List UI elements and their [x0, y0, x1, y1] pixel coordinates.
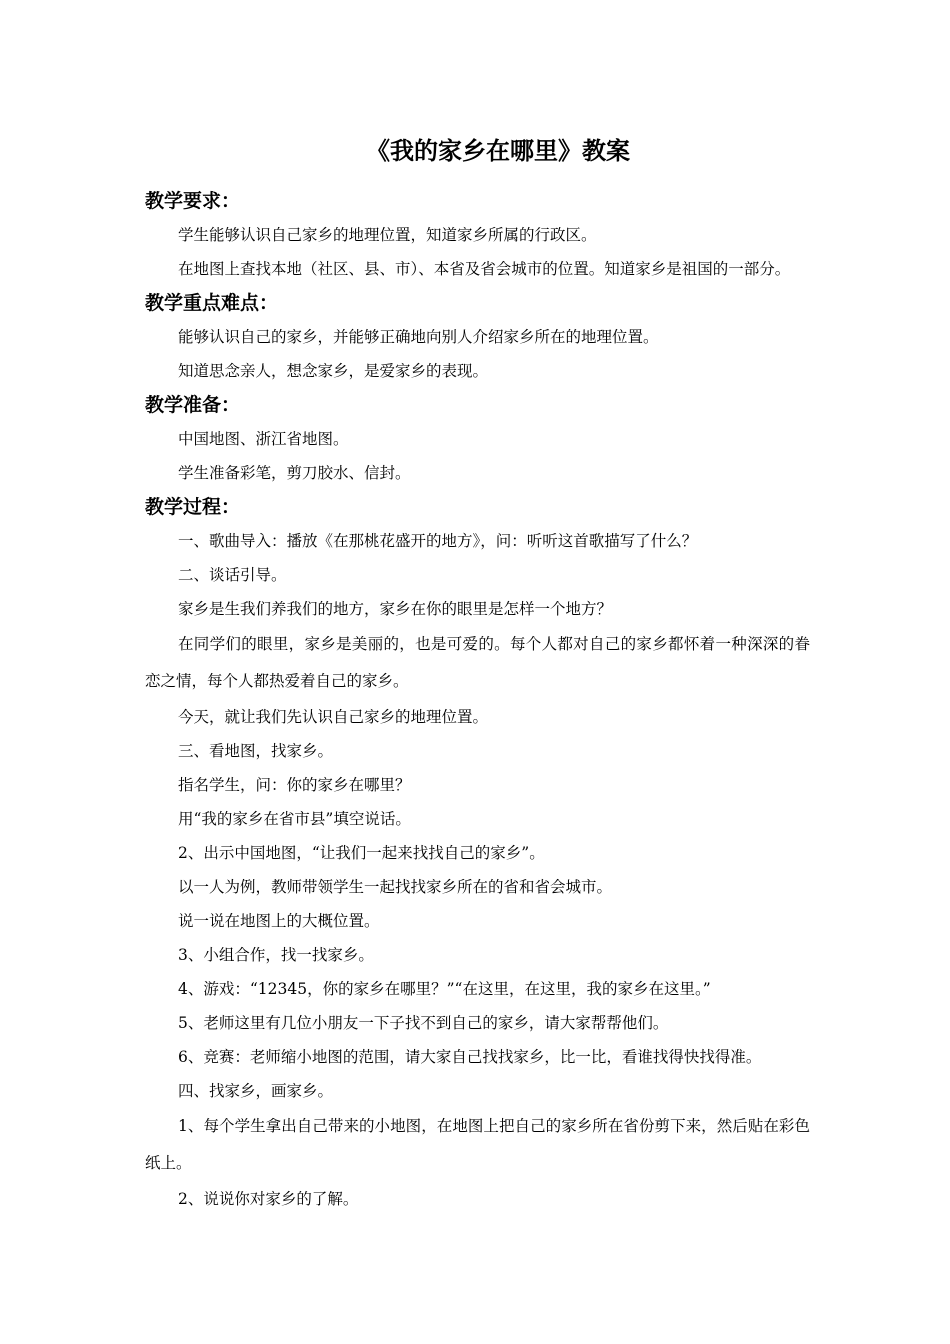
paragraph: 知道思念亲人，想念家乡，是爱家乡的表现。 — [178, 362, 489, 380]
section-heading: 教学准备： — [145, 394, 241, 416]
section-heading: 教学要求： — [145, 190, 241, 212]
paragraph: 3、小组合作，找一找家乡。 — [178, 946, 374, 964]
paragraph: 家乡是生我们养我们的地方，家乡在你的眼里是怎样一个地方？ — [178, 600, 613, 618]
section-preparation — [145, 388, 810, 490]
paragraph: 在同学们的眼里，家乡是美丽的，也是可爱的。每个人都对自己的家乡都怀着一种深深的眷恋之情，每个人都热爱着自己的家乡。 — [145, 635, 810, 690]
section-heading: 教学重点难点： — [145, 292, 279, 314]
section-heading: 教学过程： — [145, 496, 241, 518]
paragraph: 1、每个学生拿出自己带来的小地图，在地图上把自己的家乡所在省份剪下来，然后贴在彩色纸上。 — [145, 1117, 810, 1172]
paragraph: 学生准备彩笔，剪刀胶水、信封。 — [178, 464, 411, 482]
paragraph: 6、竞赛：老师缩小地图的范围，请大家自己找找家乡，比一比，看谁找得快找得准。 — [178, 1048, 762, 1066]
paragraph: 4、游戏：“12345，你的家乡在哪里？”“在这里，在这里，我的家乡在这里。” — [178, 980, 711, 998]
paragraph: 二、谈话引导。 — [178, 566, 287, 584]
paragraph: 指名学生，问：你的家乡在哪里？ — [178, 776, 411, 794]
document-body — [145, 184, 810, 1216]
paragraph: 2、说说你对家乡的了解。 — [178, 1190, 359, 1208]
section-process — [145, 490, 810, 1216]
document-title: 《我的家乡在哪里》教案 — [366, 136, 630, 165]
paragraph: 能够认识自己的家乡，并能够正确地向别人介绍家乡所在的地理位置。 — [178, 328, 659, 346]
paragraph: 中国地图、浙江省地图。 — [178, 430, 349, 448]
paragraph: 5、老师这里有几位小朋友一下子找不到自己的家乡，请大家帮帮他们。 — [178, 1014, 669, 1032]
paragraph: 2、出示中国地图，“让我们一起来找找自己的家乡”。 — [178, 844, 545, 862]
paragraph: 用“我的家乡在省市县”填空说话。 — [178, 810, 411, 828]
paragraph: 以一人为例，教师带领学生一起找找家乡所在的省和省会城市。 — [178, 878, 613, 896]
paragraph: 一、歌曲导入：播放《在那桃花盛开的地方》，问：听听这首歌描写了什么？ — [178, 532, 698, 550]
paragraph: 三、看地图，找家乡。 — [178, 742, 334, 760]
paragraph: 说一说在地图上的大概位置。 — [178, 912, 380, 930]
paragraph: 学生能够认识自己家乡的地理位置，知道家乡所属的行政区。 — [178, 226, 597, 244]
paragraph: 四、找家乡，画家乡。 — [178, 1082, 334, 1100]
paragraph: 在地图上查找本地（社区、县、市）、本省及省会城市的位置。知道家乡是祖国的一部分。 — [178, 260, 791, 278]
section-requirements — [145, 184, 810, 286]
section-key-points — [145, 286, 810, 388]
paragraph: 今天，就让我们先认识自己家乡的地理位置。 — [178, 708, 489, 726]
